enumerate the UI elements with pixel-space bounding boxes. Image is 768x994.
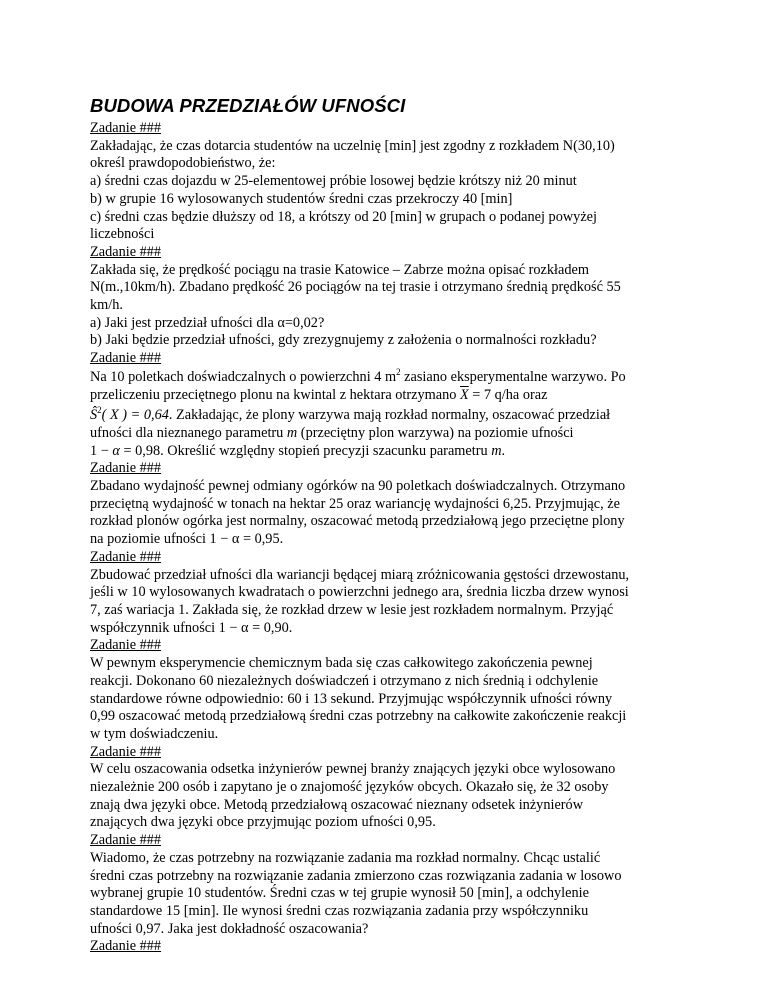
task-text-line: standardowe 15 [min]. Ile wynosi średni czas rozwiązania zadania przy współczynniku [90,902,589,919]
superscript: 2 [396,366,401,377]
task-text-line [90,425,690,443]
task-text-line: Wiadomo, że czas potrzebny na rozwiązanie zadania ma rozkład normalny. Chcąc ustalić [90,849,601,866]
task-text-line: km/h. [90,297,123,314]
task-text-line: standardowe równe odpowiednio: 60 i 13 sekund. Przyjmując współczynnik ufności równy [90,690,613,707]
document-page [90,0,690,956]
task-heading: Zadanie ### [90,243,162,260]
task-text-line: c) średni czas będzie dłuższy od 18, a krótszy od 20 [min] w grupach o podanej powyżej [90,208,597,225]
task-text-line: a) średni czas dojazdu w 25-elementowej próbie losowej będzie krótszy niż 20 minut [90,173,577,190]
task-text-line: ufności 0,97. Jaka jest dokładność oszacowania? [90,920,369,937]
alpha-symbol: α [112,442,120,459]
task-7 [90,744,690,833]
task-text-line: średni czas potrzebny na rozwiązanie zadania zmierzono czas rozwiązania zadania w losowo [90,867,622,884]
text-fragment: na poziomie ufności [90,531,210,548]
task-8 [90,832,690,938]
task-text-line [90,531,690,549]
task-text-line: Zakłada się, że prędkość pociągu na trasie Katowice – Zabrze można opisać rozkładem [90,261,589,278]
text-fragment: współczynnik ufności [90,619,219,636]
task-text-line: b) w grupie 16 wylosowanych studentów średni czas przekroczy 40 [min] [90,190,513,207]
text-fragment: ufności dla nieznanego parametru [90,424,287,441]
task-text-line: W pewnym eksperymencie chemicznym bada się czas całkowitego zakończenia pewnej [90,655,593,672]
task-text-line: 0,99 oszacować metodą przedziałową średni czas potrzebny na całkowite zakończenie reakcji [90,708,627,725]
task-text-line: a) Jaki jest przedział ufności dla α=0,02? [90,314,325,331]
task-text-line [90,620,690,638]
task-heading: Zadanie ### [90,548,162,565]
document-title: BUDOWA PRZEDZIAŁÓW UFNOŚCI [90,95,406,116]
task-heading: Zadanie ### [90,832,162,849]
task-text-line: znających dwa języki obce przyjmując poziom ufności 0,95. [90,814,436,831]
task-text-line: Zakładając, że czas dotarcia studentów na uczelnię [min] jest zgodny z rozkładem N(30,10) [90,137,615,154]
task-text-line: N(m.,10km/h). Zbadano prędkość 26 pociągów na tej trasie i otrzymano średnią prędkość 55 [90,279,621,296]
task-text-line: 7, zaś wariacja 1. Zakłada się, że rozkład drzew w lesie jest rozkładem normalnym. Przyjąć [90,601,614,618]
variance-symbol: Ŝ [90,407,98,424]
parameter-symbol: m [491,442,502,459]
task-text-line: określ prawdopodobieństwo, że: [90,155,276,172]
task-2 [90,244,690,350]
task-text-line: w tym doświadczeniu. [90,725,219,742]
task-text-line: rozkład plonów ogórka jest normalny, oszacować metodą przedziałową jego przeciętne plony [90,513,625,530]
task-text-line: niezależnie 200 osób i zapytano je o znajomość języków obcych. Okazało się, że 32 osoby [90,779,609,796]
text-fragment: = 7 q/ha oraz [468,386,548,403]
text-fragment: zasiano eksperymentalne warzywo. Po [400,368,626,385]
task-heading: Zadanie ### [90,637,162,654]
task-heading: Zadanie ### [90,460,162,477]
task-text-line: jeśli w 10 wylosowanych kwadratach o powierzchni jednego ara, średnia liczba drzew wynosi [90,584,629,601]
task-text-line: b) Jaki będzie przedział ufności, gdy zrezygnujemy z założenia o normalności rozkładu? [90,332,597,349]
task-text-line: Zbadano wydajność pewnej odmiany ogórków na 90 poletkach doświadczalnych. Otrzymano [90,478,626,495]
text-fragment: przeliczeniu przeciętnego plonu na kwintal z hektara otrzymano [90,386,460,403]
task-text-line [90,443,690,461]
task-text-line [90,387,690,405]
task-heading: Zadanie ### [90,120,162,136]
task-1 [90,120,690,244]
task-3 [90,350,690,460]
task-text-line: znają dwa języki obce. Metodą przedziałową oszacować nieznany odsetek inżynierów [90,796,584,813]
task-text-line: Zbudować przedział ufności dla wariancji będącej miarą zróżnicowania gęstości drzewostanu, [90,566,630,583]
task-5 [90,549,690,638]
task-text-line: wybranej grupie 10 studentów. Średni czas w tej grupie wynosił 50 [min], a odchylenie [90,885,589,902]
parameter-symbol: m [286,424,298,441]
math-expression: ( X ) = 0,64 [101,407,169,424]
text-fragment: . Określić względny stopień precyzji szacunku parametru [160,442,492,459]
math-expression: 1 − α = 0,95 [209,531,280,548]
text-fragment: . [288,619,293,636]
task-text-line [90,366,690,387]
text-fragment: . [279,531,284,548]
task-text-line: przeciętną wydajność w tonach na hektar 25 oraz wariancję wydajności 6,25. Przyjmując, że [90,495,620,512]
mean-symbol: $\overline{X}$ [459,386,469,403]
task-heading: Zadanie ### [90,938,162,955]
task-heading: Zadanie ### [90,743,162,760]
task-text-line: liczebności [90,226,155,243]
math-expression: 1 − α = 0,90 [218,619,289,636]
math-expression: = 0,98 [119,442,161,459]
task-text-line: reakcji. Dokonano 60 niezależnych doświadczeń i otrzymano z nich średnią i odchylenie [90,672,599,689]
task-9 [90,938,690,956]
text-fragment: . Zakładając, że plony warzywa mają rozkład normalny, oszacować przedział [168,407,611,424]
task-text-line [90,407,690,425]
task-6 [90,637,690,743]
task-heading: Zadanie ### [90,350,162,367]
text-fragment: (przeciętny plon warzywa) na poziomie ufności [297,424,574,441]
text-fragment: Na 10 poletkach doświadczalnych o powierzchni 4 m [90,368,397,385]
task-4 [90,460,690,549]
task-text-line: W celu oszacowania odsetka inżynierów pewnej branży znających języki obce wylosowano [90,761,616,778]
superscript: 2 [97,405,102,416]
math-expression: 1 − [90,442,113,459]
text-fragment: . [501,442,506,459]
